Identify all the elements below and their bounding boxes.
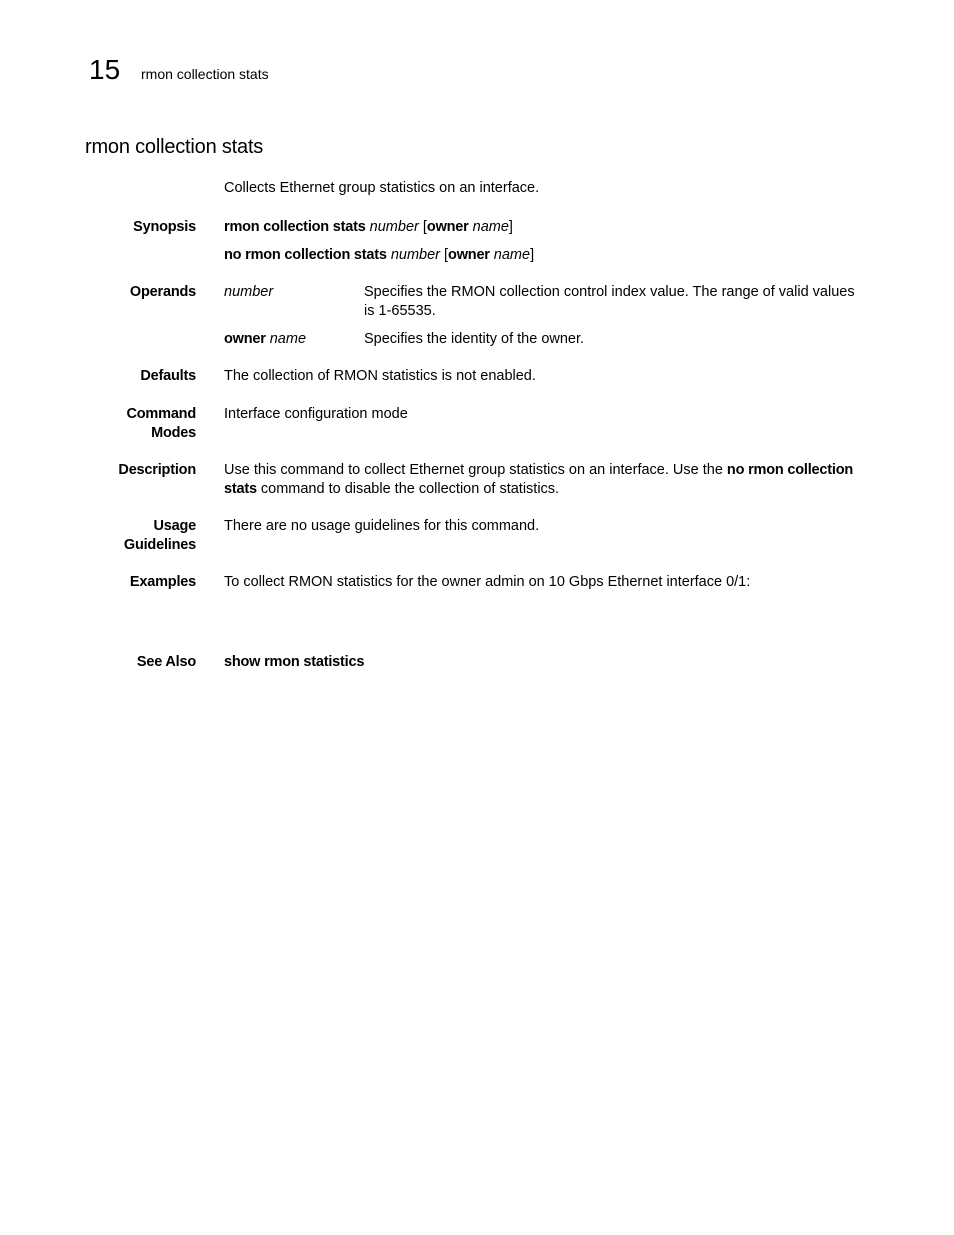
- usage-guidelines-text: There are no usage guidelines for this command.: [224, 518, 540, 534]
- label-defaults: Defaults: [140, 368, 196, 384]
- operand-number-description: Specifies the RMON collection control index value. The range of valid values is 1-65535.: [364, 284, 855, 319]
- synopsis-bracket-close: ]: [508, 219, 513, 235]
- synopsis-no-command: no rmon collection stats: [224, 247, 387, 263]
- command-modes-text: Interface configuration mode: [224, 406, 408, 422]
- label-operands: Operands: [129, 284, 196, 300]
- operand-owner-keyword: owner: [224, 331, 266, 347]
- label-examples: Examples: [129, 574, 196, 590]
- label-command-modes-line1: Command: [126, 406, 196, 422]
- synopsis-line-1: [224, 218, 864, 237]
- synopsis-bracket-open: [: [444, 247, 449, 263]
- summary-text: Collects Ethernet group statistics on an interface.: [224, 180, 540, 196]
- description-command: no rmon collection stats: [224, 462, 854, 497]
- running-head: rmon collection stats: [141, 66, 269, 82]
- description-before: Use this command to collect Ethernet group statistics on an interface. Use the: [224, 462, 727, 478]
- operand-owner-arg: name: [269, 331, 307, 347]
- see-also-link[interactable]: show rmon statistics: [224, 654, 365, 670]
- label-command-modes: [127, 405, 197, 443]
- synopsis-line-2: [224, 246, 864, 265]
- synopsis-arg-number: number: [369, 219, 419, 235]
- label-command-modes-line2: Modes: [151, 425, 196, 441]
- label-usage-guidelines: [124, 517, 196, 555]
- synopsis-arg-name: name: [472, 219, 509, 235]
- description-after: command to disable the collection of statistics.: [256, 481, 560, 497]
- synopsis-owner-keyword: owner: [426, 219, 469, 235]
- defaults-text: The collection of RMON statistics is not enabled.: [224, 368, 536, 384]
- synopsis-bracket-close: ]: [530, 247, 535, 263]
- label-see-also: See Also: [136, 654, 196, 670]
- examples-text: To collect RMON statistics for the owner admin on 10 Gbps Ethernet interface 0/1:: [224, 574, 751, 590]
- description-text: [224, 461, 864, 499]
- operand-owner-description: Specifies the identity of the owner.: [364, 331, 585, 347]
- synopsis-bracket-open: [: [422, 219, 427, 235]
- label-description: Description: [118, 462, 196, 478]
- synopsis-command: rmon collection stats: [224, 219, 366, 235]
- page-title: rmon collection stats: [85, 136, 264, 158]
- label-usage-line1: Usage: [153, 518, 196, 534]
- operand-number-name: number: [224, 284, 274, 300]
- label-synopsis: Synopsis: [133, 219, 196, 235]
- label-usage-line2: Guidelines: [123, 537, 196, 553]
- synopsis-arg-name: name: [493, 247, 531, 263]
- chapter-number: 15: [89, 54, 121, 85]
- operand-owner-name: [224, 330, 306, 349]
- synopsis-owner-keyword: owner: [448, 247, 490, 263]
- synopsis-arg-number: number: [390, 247, 440, 263]
